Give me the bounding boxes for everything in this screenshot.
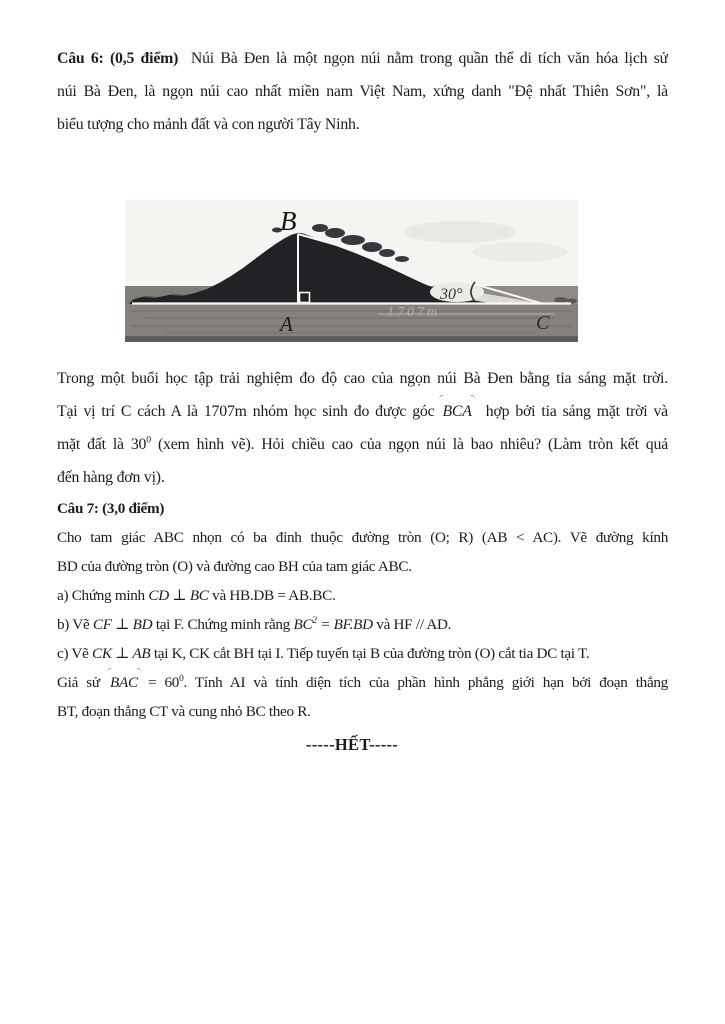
- text-segment: đến hàng đơn vị).: [57, 469, 165, 486]
- text-line: [57, 75, 668, 108]
- text-segment: CD ⊥ BC: [148, 587, 209, 604]
- label-angle-30: 30°: [440, 286, 463, 303]
- text-segment: tại F. Chứng minh rằng: [152, 616, 294, 633]
- text-segment: (xem hình vẽ). Hỏi chiều cao của ngọn núi là bao nhiêu? (Làm tròn kết quả: [150, 436, 668, 453]
- text-line: [57, 395, 668, 428]
- text-segment: Núi Bà Đen là một ngọn núi nằm trong quần thể di tích văn hóa lịch sử: [178, 50, 668, 67]
- text-segment: Câu 6: (0,5 điểm): [57, 50, 179, 67]
- text-segment: CF ⊥ BD: [92, 616, 153, 633]
- text-segment: Trong một buổi học tập trải nghiệm đo độ cao của ngọn núi Bà Đen bằng tia sáng mặt trời.: [57, 370, 668, 387]
- text-line: [57, 581, 668, 610]
- label-A: A: [280, 312, 293, 336]
- text-segment: biểu tượng cho mảnh đất và con người Tây Ninh.: [57, 116, 360, 133]
- question-6-body: [57, 362, 668, 494]
- text-line: [57, 494, 668, 523]
- text-segment: 0: [179, 673, 184, 684]
- text-segment: 2: [312, 615, 317, 626]
- text-segment: BC: [293, 616, 313, 633]
- text-segment: CK ⊥ AB: [92, 645, 151, 662]
- text-segment: BT, đoạn thẳng CT và cung nhỏ BC theo R.: [57, 703, 311, 720]
- text-line: [57, 668, 668, 697]
- mountain-photo: [125, 200, 578, 342]
- text-segment: BD của đường tròn (O) và đường cao BH của tam giác ABC.: [57, 558, 412, 575]
- label-C: C: [536, 312, 550, 334]
- text-line: [57, 639, 668, 668]
- label-B: B: [280, 206, 297, 236]
- distance-ghost-label: 1707m: [387, 305, 441, 320]
- exam-content: [57, 42, 668, 758]
- text-segment: Tại vị trí C cách A là 1707m nhóm học sinh đo được góc: [57, 403, 441, 420]
- text-segment: Cho tam giác ABC nhọn có ba đỉnh thuộc đường tròn (O; R) (AB < AC). Vẽ đường kính: [57, 529, 668, 546]
- text-segment: = 60: [139, 674, 180, 691]
- text-segment: a) Chứng minh: [57, 587, 149, 604]
- text-segment: và HF // AD.: [372, 616, 452, 633]
- text-segment: tại K, CK cắt BH tại I. Tiếp tuyến tại B của đường tròn (O) cắt tia DC tại T.: [150, 645, 590, 662]
- text-line: [57, 428, 668, 461]
- photo-bottom-rim: [125, 336, 578, 342]
- text-segment: 0: [146, 434, 151, 446]
- text-line: [57, 523, 668, 552]
- angle-notation: BAC: [108, 668, 140, 697]
- text-segment: b) Vẽ: [57, 616, 93, 633]
- text-line: [57, 362, 668, 395]
- text-segment: = BF.BD: [316, 616, 373, 633]
- text-line: [57, 610, 668, 639]
- text-segment: . Tính AI và tính diện tích của phần hình phẳng giới hạn bởi đoạn thẳng: [183, 674, 668, 691]
- text-line: [57, 697, 668, 726]
- angle-notation: BCA: [440, 395, 473, 428]
- text-segment: mặt đất là 30: [57, 436, 147, 453]
- text-segment: núi Bà Đen, là ngọn núi cao nhất miền nam Việt Nam, xứng danh "Đệ nhất Thiên Sơn", là: [57, 83, 668, 100]
- end-marker: -----HẾT-----: [305, 735, 399, 754]
- text-segment: và HB.DB = AB.BC.: [208, 587, 336, 604]
- question-6-intro: [57, 42, 668, 141]
- text-line: [57, 42, 668, 75]
- text-segment: Câu 7: (3,0 điểm): [57, 500, 165, 517]
- text-segment: c) Vẽ: [57, 645, 93, 662]
- text-segment: Giả sử: [57, 674, 108, 691]
- question-7: [57, 494, 668, 726]
- cloud: [405, 221, 515, 243]
- text-line: [57, 108, 668, 141]
- cloud: [472, 242, 568, 262]
- text-line: [57, 461, 668, 494]
- text-segment: hợp bởi tia sáng mặt trời và: [473, 403, 668, 420]
- mountain-figure-svg: [125, 200, 578, 342]
- text-line: [57, 552, 668, 581]
